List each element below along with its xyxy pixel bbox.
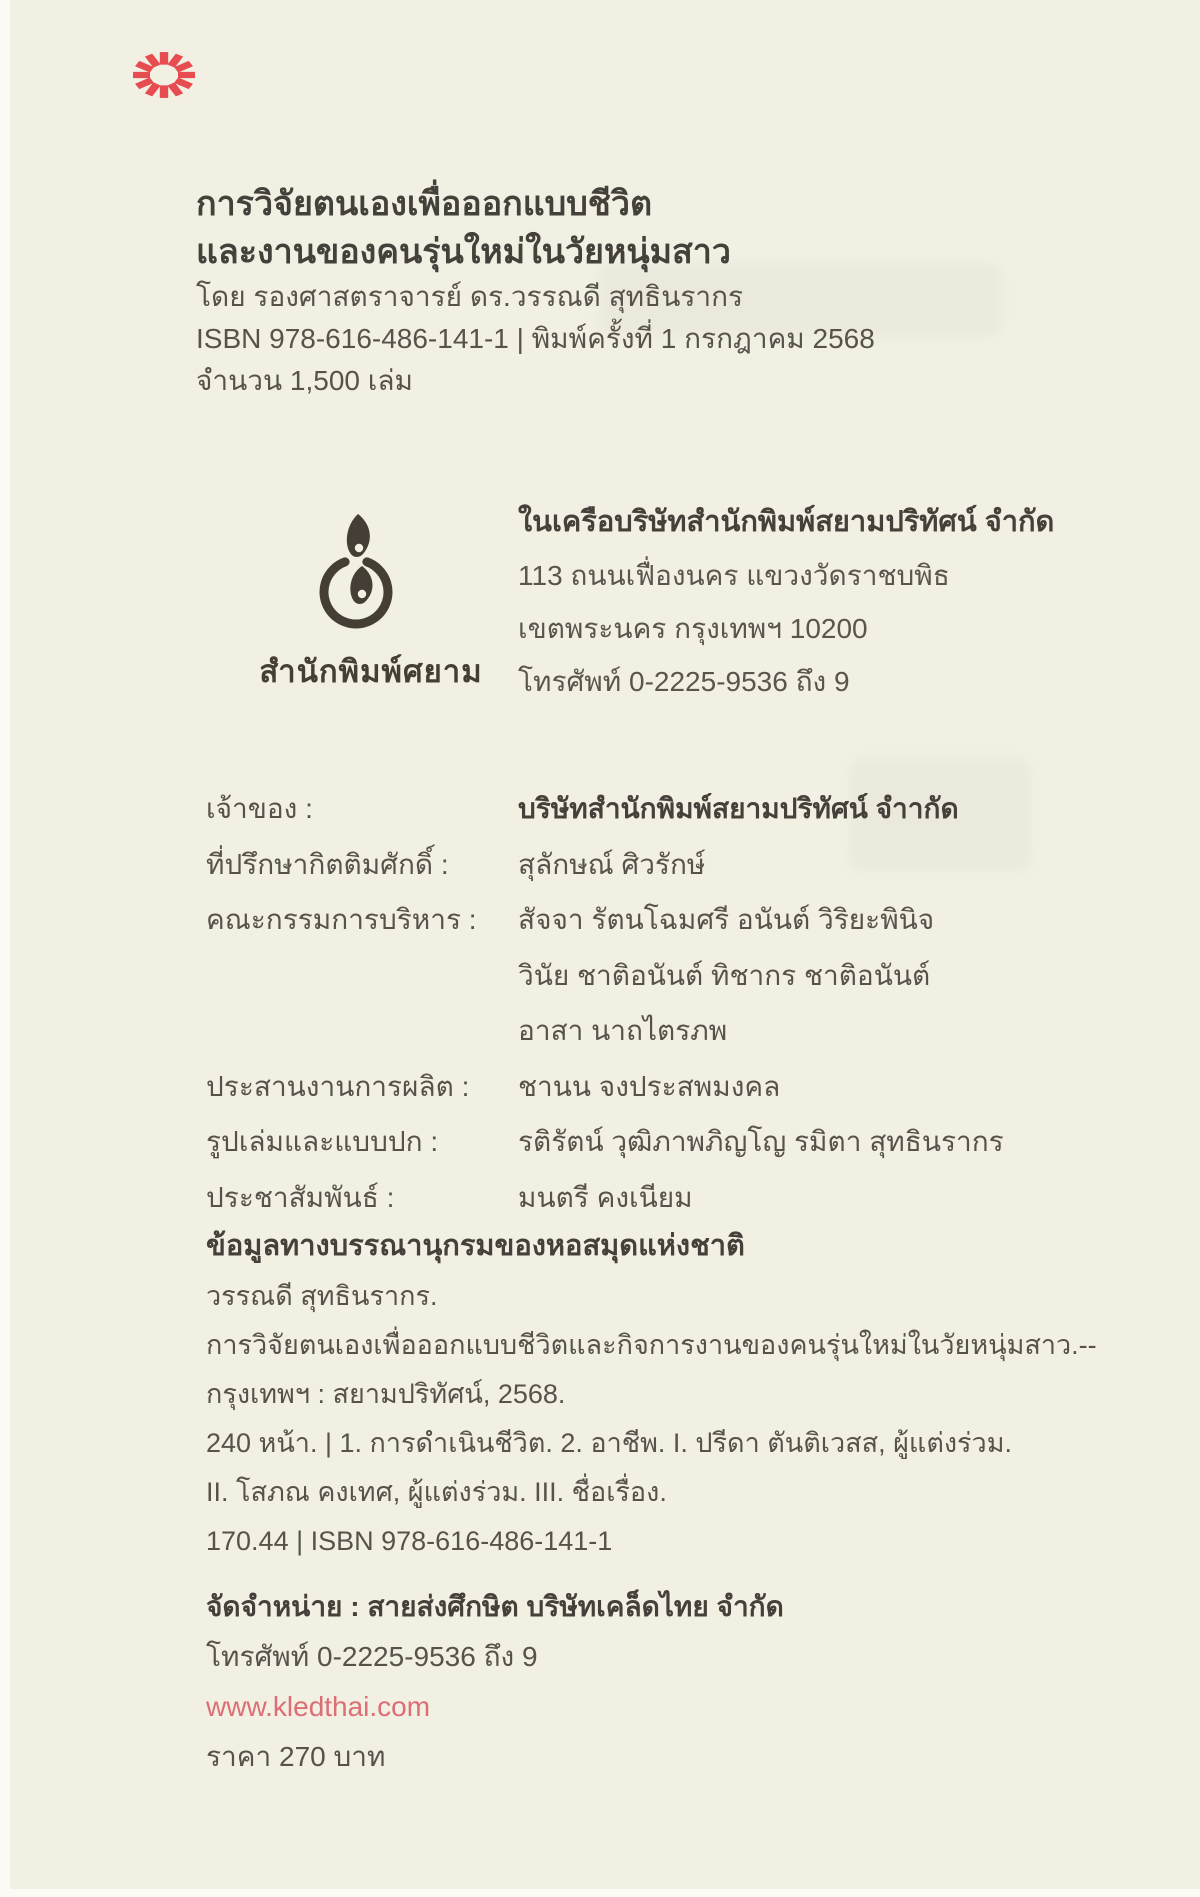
credit-value: อาสา นาถไตรภพ	[518, 1015, 728, 1046]
publisher-logo-name: สำนักพิมพ์ศยาม	[259, 654, 483, 689]
credit-label: ประชาสัมพันธ์ :	[206, 1181, 395, 1213]
bibliography-author: วรรณดี สุทธินรากร.	[206, 1281, 438, 1311]
credit-label: เจ้าของ :	[206, 793, 313, 824]
credit-row-executive-board-cont	[206, 1006, 1004, 1062]
distributor-line: จัดจำหน่าย : สายส่งศึกษิต บริษัทเคล็ดไทย จำกัด	[206, 1591, 784, 1622]
credit-value: ชานน จงประสพมงคล	[518, 1070, 781, 1102]
book-copies: จำนวน 1,500 เล่ม	[196, 365, 413, 396]
book-byline: โดย รองศาสตราจารย์ ดร.วรรณดี สุทธินรากร	[196, 281, 744, 312]
credit-value: บริษัทสำนักพิมพ์สยามปริทัศน์ จำากัด	[518, 793, 959, 824]
book-isbn-printing: ISBN 978-616-486-141-1 | พิมพ์ครั้งที่ 1 กรกฎาคม 2568	[196, 323, 875, 354]
credit-row-layout-cover	[206, 1117, 1004, 1173]
credit-row-honorary-advisor	[206, 840, 1004, 896]
credit-value: สุลักษณ์ ศิวรักษ์	[518, 848, 706, 880]
bibliography-collation: 240 หน้า. | 1. การดำเนินชีวิต. 2. อาชีพ. I. ปรีดา ตันติเวสส, ผู้แต่งร่วม.	[206, 1428, 1013, 1458]
distribution-block	[206, 1582, 784, 1782]
bibliography-call-number-isbn: 170.44 | ISBN 978-616-486-141-1	[206, 1526, 613, 1556]
credit-label: ประสานงานการผลิต :	[206, 1070, 470, 1102]
publisher-affiliation: ในเครือบริษัทสำนักพิมพ์สยามปริทัศน์ จำกัด	[518, 506, 1055, 538]
bibliography-block	[206, 1220, 1097, 1566]
book-price: ราคา 270 บาท	[206, 1741, 386, 1772]
credit-label: รูปเล่มและแบบปก :	[206, 1126, 439, 1157]
credit-row-owner	[206, 784, 1004, 840]
credit-value: วินัย ชาติอนันต์ ทิชากร ชาติอนันต์	[518, 959, 931, 991]
publisher-address-block	[518, 496, 1054, 708]
distributor-phone: โทรศัพท์ 0-2225-9536 ถึง 9	[206, 1641, 538, 1672]
publisher-street: 113 ถนนเฟื่องนคร แขวงวัดราชบพิธ	[518, 560, 950, 591]
sunburst-ornament-icon	[122, 42, 206, 108]
distributor-website-link[interactable]: www.kledthai.com	[206, 1691, 431, 1722]
title-block	[196, 180, 875, 402]
credit-label: คณะกรรมการบริหาร :	[206, 904, 477, 935]
credit-row-executive-board	[206, 895, 1004, 951]
bibliography-added-entries: II. โสภณ คงเทศ, ผู้แต่งร่วม. III. ชื่อเรื่อง.	[206, 1477, 667, 1507]
book-title-line2: และงานของคนรุ่นใหม่ในวัยหนุ่มสาว	[196, 233, 731, 271]
credit-value: มนตรี คงเนียม	[518, 1181, 693, 1213]
bibliography-imprint: กรุงเทพฯ : สยามปริทัศน์, 2568.	[206, 1379, 566, 1409]
credit-value: รติรัตน์ วุฒิภาพภิญโญ รมิตา สุทธินรากร	[518, 1126, 1004, 1157]
credit-value: สัจจา รัตนโฉมศรี อนันต์ วิริยะพินิจ	[518, 904, 935, 935]
book-colophon-page	[10, 0, 1200, 1889]
publisher-emblem-icon	[306, 510, 406, 642]
bibliography-heading: ข้อมูลทางบรรณานุกรมของหอสมุดแห่งชาติ	[206, 1230, 745, 1262]
publisher-phone: โทรศัพท์ 0-2225-9536 ถึง 9	[518, 666, 850, 697]
book-title-line1: การวิจัยตนเองเพื่อออกแบบชีวิต	[196, 185, 653, 223]
credit-row-executive-board-cont	[206, 951, 1004, 1007]
credits-table	[206, 784, 1004, 1228]
credit-row-production-coordinator	[206, 1062, 1004, 1118]
bibliography-title: การวิจัยตนเองเพื่อออกแบบชีวิตและกิจการงานของคนรุ่นใหม่ในวัยหนุ่มสาว.--	[206, 1330, 1097, 1360]
credit-label: ที่ปรึกษากิตติมศักดิ์ :	[206, 848, 449, 880]
publisher-district: เขตพระนคร กรุงเทพฯ 10200	[518, 613, 868, 644]
